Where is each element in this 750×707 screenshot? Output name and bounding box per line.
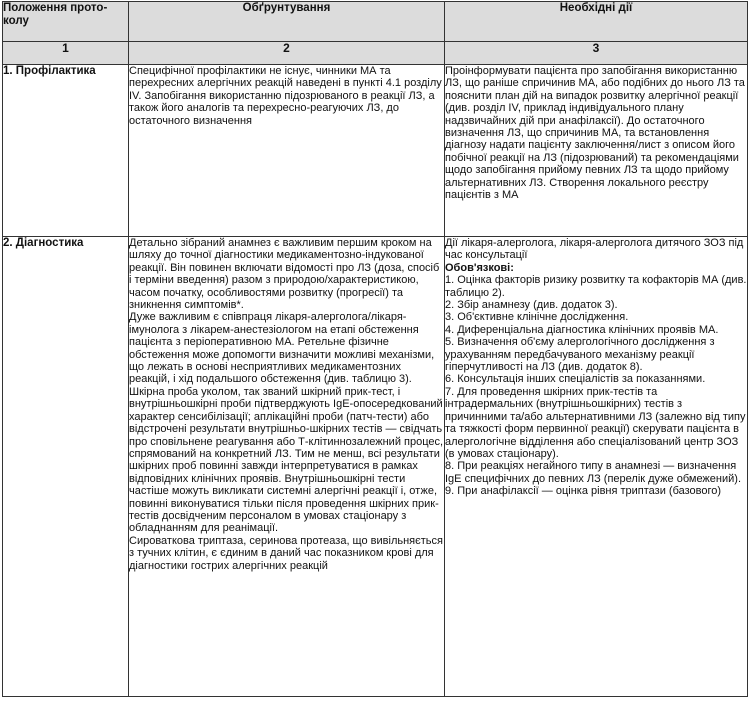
protocol-table bbox=[2, 1, 748, 697]
mandatory-label: Обов'язкові: bbox=[445, 261, 514, 274]
table-row-prevention bbox=[3, 65, 748, 237]
action-item: 2. Збір анамнезу (див. додаток 3). bbox=[445, 299, 618, 312]
rationale-paragraph: Детально зібраний анамнез є важливим першим кроком на шляху до точної діагностики медикаментозно-індукованої реакції. Він повинен включати відомості про ЛЗ (доза, спосіб і терміни введення) разом з природою/характеристикою, часом початку, особливостями розвитку (прогресії) та зникнення симптомів*. bbox=[129, 237, 440, 312]
action-item: 8. При реакціях негайного типу в анамнезі — визначення IgE специфічних до певних ЛЗ (перелік дуже обмежений). bbox=[445, 460, 741, 485]
header-protocol-position: Положення прото-колу bbox=[3, 2, 129, 42]
actions-intro: Дії лікаря-алерголога, лікаря-алерголога дитячого ЗОЗ під час консультації bbox=[445, 237, 744, 262]
rationale-cell bbox=[129, 237, 445, 697]
rationale-paragraph: Дуже важливим є співпраця лікаря-алерголога/лікаря-імунолога з лікарем-анестезіологом на етапі обстеження пацієнта з періоперативною МА. Ретельне фізичне обстеження може допомогти визначити можливі механізми, що лежать в основі несприятливих медикаментозних реакцій, і хід подальшого обстеження (див. таблицю 3). bbox=[129, 311, 435, 386]
action-item: 5. Визначення об'єму алергологічного дослідження з урахуванням передбачуваного механізму реакції гіперчутливості на ЛЗ (див. додаток 8). bbox=[445, 336, 715, 374]
header-required-actions: Необхідні дії bbox=[445, 2, 748, 42]
column-number-row bbox=[3, 42, 748, 65]
column-number-2: 2 bbox=[129, 42, 445, 65]
column-number-3: 3 bbox=[445, 42, 748, 65]
action-item: 4. Диференціальна діагностика клінічних проявів МА. bbox=[445, 323, 719, 336]
action-item: 9. При анафілаксії — оцінка рівня триптази (базового) bbox=[445, 485, 722, 498]
actions-paragraph: Проінформувати пацієнта про запобігання використанню ЛЗ, що раніше спричинив МА, або подібних до нього ЛЗ та пояснити план дій на випадок розвитку алергічної реакції (див. розділ IV, приклад індивідуального плану надзвичайних дій при анафілаксії). До остаточного визначення ЛЗ, що спричинив МА, та встановлення діагнозу надати пацієнту заключення/лист з описом його побічної реакції на ЛЗ (підозрюваний) та рекомендаціями щодо запобігання прийому певних ЛЗ та щодо прийому альтернативних ЛЗ. Створення локального реєстру пацієнтів з МА bbox=[445, 65, 745, 202]
section-title: 1. Профілактика bbox=[3, 65, 129, 237]
rationale-paragraph: Шкірна проба уколом, так званий шкірний прик-тест, і внутрішньошкірні проби підтверджують IgE-опосередкований характер сенсибілізації; аплікаційні проби (патч-тести) або відстрочені результати внутрішньо-шкірних тестів — свідчать про сповільнене реагування або Т-клітиннозалежний процес, спрямований на конкретний ЛЗ. Тим не менш, всі результати шкірних проб повинні завжди інтерпретуватися в рамках відповідних клінічних проявів. Внутрішньошкірні тести частіше можуть викликати системні алергічні реакції і, отже, повинні виконуватися тільки після проведення шкірних прик-тестів досвідченим персоналом в умовах стаціонару з обладнанням для реанімації. bbox=[129, 385, 444, 535]
column-number-1: 1 bbox=[3, 42, 129, 65]
action-item: 1. Оцінка факторів ризику розвитку та кофакторів МА (див. таблицю 2). bbox=[445, 274, 747, 299]
action-item: 3. Об'єктивне клінічне дослідження. bbox=[445, 311, 629, 324]
header-rationale: Обґрунтування bbox=[129, 2, 445, 42]
action-item: 7. Для проведення шкірних прик-тестів та інтрадермальних (внутрішньошкірних) тестів з причинними та/або альтернативними ЛЗ (залежно від типу та тяжкості форм первинної реакції) скерувати пацієнта в алергологічне відділення або спеціалізований центр ЗОЗ (в умовах стаціонару). bbox=[445, 385, 746, 460]
actions-cell bbox=[445, 65, 748, 237]
rationale-paragraph: Специфічної профілактики не існує, чинники МА та перехресних алергічних реакцій наведені в пункті 4.1 розділу IV. Запобігання використанню підозрюваного в реакції ЛЗ, а також його аналогів та перехресно-реагуючих ЛЗ, до остаточного визначення bbox=[129, 65, 442, 127]
rationale-cell bbox=[129, 65, 445, 237]
section-title: 2. Діагностика bbox=[3, 237, 129, 697]
table-row-diagnostics bbox=[3, 237, 748, 697]
actions-cell bbox=[445, 237, 748, 697]
action-item: 6. Консультація інших спеціалістів за показаннями. bbox=[445, 373, 706, 386]
rationale-paragraph: Сироваткова триптаза, серинова протеаза, що вивільняється з тучних клітин, є єдиним в даний час показником крові для діагностики гострих алергічних реакцій bbox=[129, 534, 443, 572]
header-row bbox=[3, 2, 748, 42]
